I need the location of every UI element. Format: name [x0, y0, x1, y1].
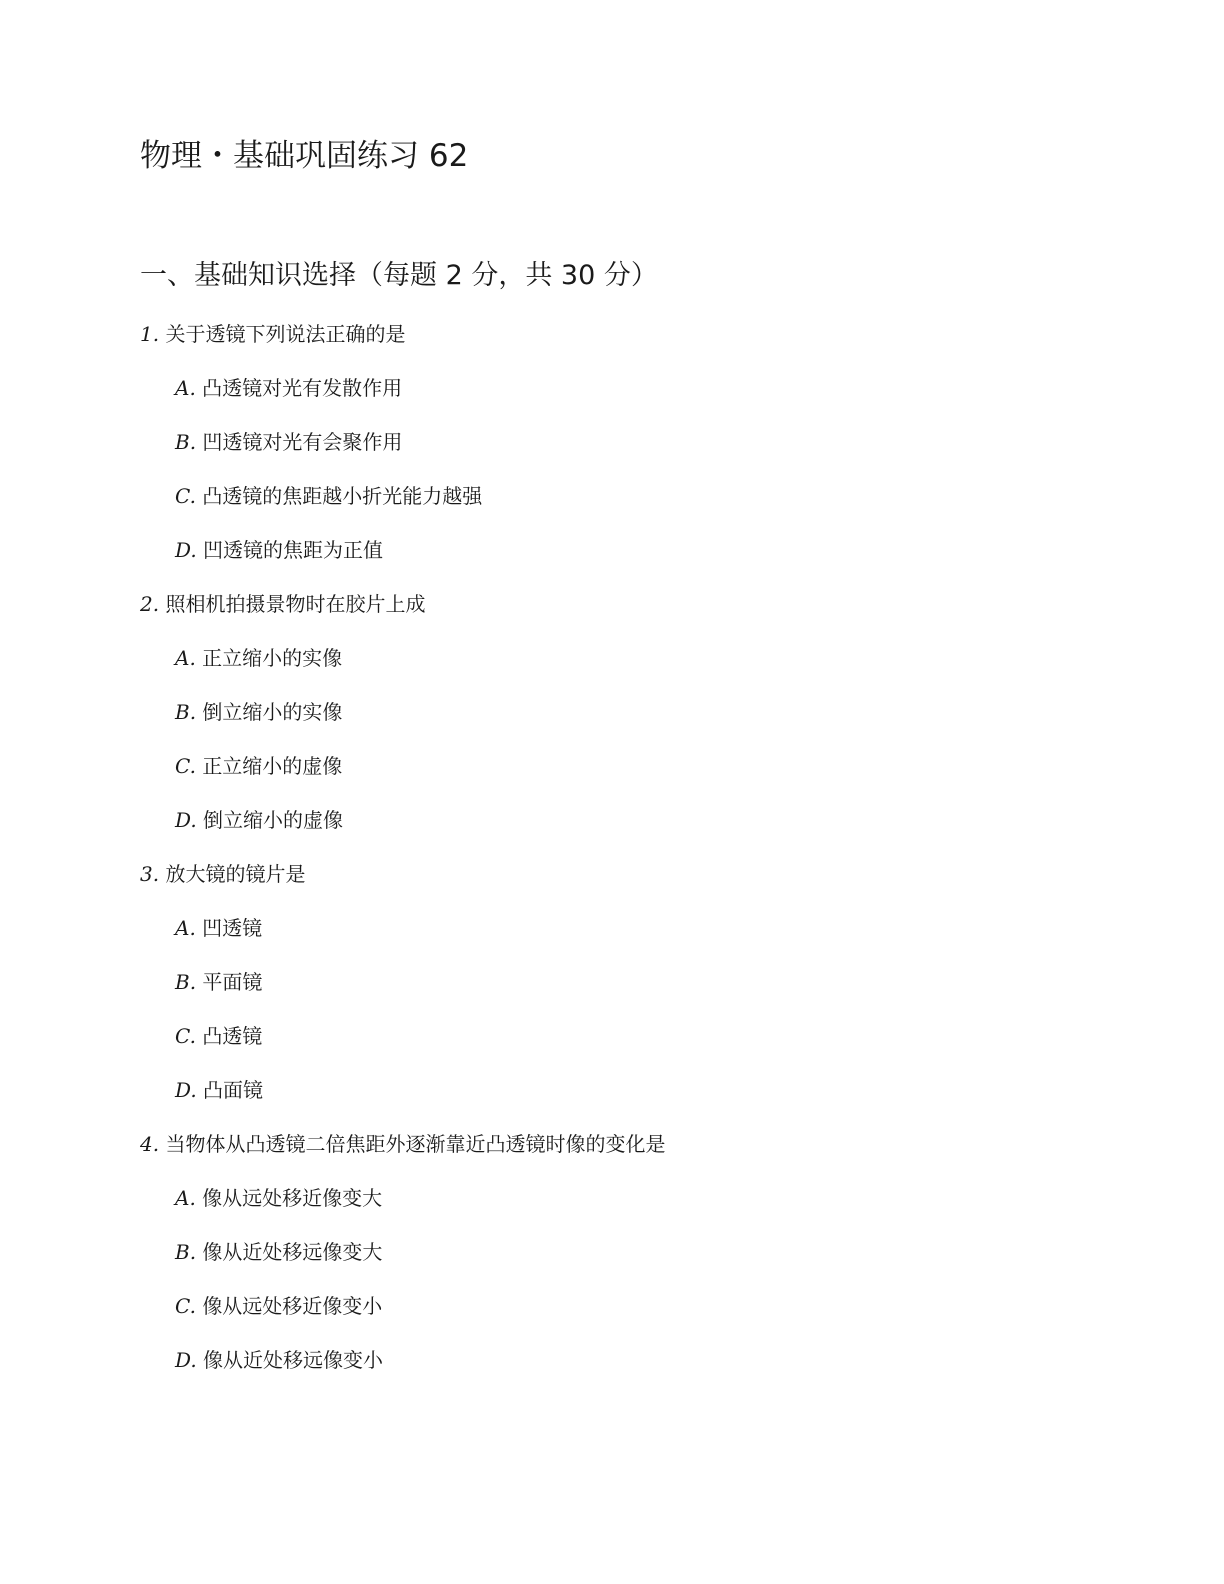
option-text: 倒立缩小的虚像 — [203, 808, 344, 832]
page-title: 物理・基础巩固练习 62 — [140, 138, 469, 174]
question-1 — [140, 314, 1140, 584]
option-text: 凹透镜对光有会聚作用 — [202, 430, 403, 454]
question-text: 关于透镜下列说法正确的是 — [165, 322, 406, 346]
option-d — [140, 1070, 1140, 1124]
option-text: 像从远处移近像变小 — [202, 1294, 383, 1318]
option-letter: B. — [175, 430, 197, 454]
option-a — [140, 1178, 1140, 1232]
option-text: 凸面镜 — [203, 1078, 264, 1102]
option-text: 像从近处移远像变大 — [202, 1240, 383, 1264]
option-b — [140, 962, 1140, 1016]
option-a — [140, 638, 1140, 692]
option-b — [140, 692, 1140, 746]
question-stem — [140, 584, 1140, 638]
question-stem — [140, 854, 1140, 908]
option-text: 凸透镜 — [202, 1024, 263, 1048]
option-text: 正立缩小的实像 — [202, 646, 343, 670]
question-number: 1. — [140, 322, 160, 346]
option-letter: C. — [175, 484, 196, 508]
option-text: 像从远处移近像变大 — [202, 1186, 383, 1210]
option-letter: A. — [175, 916, 196, 940]
option-text: 凹透镜的焦距为正值 — [203, 538, 384, 562]
option-d — [140, 800, 1140, 854]
option-a — [140, 368, 1140, 422]
option-text: 平面镜 — [202, 970, 263, 994]
option-letter: A. — [175, 376, 196, 400]
question-4 — [140, 1124, 1140, 1394]
option-letter: B. — [175, 1240, 197, 1264]
option-text: 正立缩小的虚像 — [202, 754, 343, 778]
option-text: 凸透镜对光有发散作用 — [202, 376, 403, 400]
option-c — [140, 1016, 1140, 1070]
option-c — [140, 476, 1140, 530]
option-b — [140, 422, 1140, 476]
option-letter: D. — [175, 1078, 197, 1102]
question-3 — [140, 854, 1140, 1124]
question-text: 照相机拍摄景物时在胶片上成 — [165, 592, 426, 616]
option-text: 倒立缩小的实像 — [202, 700, 343, 724]
question-2 — [140, 584, 1140, 854]
question-stem — [140, 314, 1140, 368]
option-letter: D. — [175, 1348, 197, 1372]
option-letter: A. — [175, 1186, 196, 1210]
option-a — [140, 908, 1140, 962]
question-text: 当物体从凸透镜二倍焦距外逐渐靠近凸透镜时像的变化是 — [165, 1132, 666, 1156]
option-letter: B. — [175, 700, 197, 724]
option-letter: B. — [175, 970, 197, 994]
question-number: 3. — [140, 862, 160, 886]
option-text: 像从近处移远像变小 — [203, 1348, 384, 1372]
option-b — [140, 1232, 1140, 1286]
option-text: 凸透镜的焦距越小折光能力越强 — [202, 484, 483, 508]
option-c — [140, 746, 1140, 800]
option-letter: D. — [175, 538, 197, 562]
option-letter: C. — [175, 754, 196, 778]
option-letter: C. — [175, 1024, 196, 1048]
option-c — [140, 1286, 1140, 1340]
question-number: 4. — [140, 1132, 160, 1156]
section-title: 一、基础知识选择（每题 2 分，共 30 分） — [140, 260, 658, 291]
question-text: 放大镜的镜片是 — [165, 862, 306, 886]
option-d — [140, 530, 1140, 584]
option-letter: A. — [175, 646, 196, 670]
question-list — [140, 314, 1140, 1394]
question-number: 2. — [140, 592, 160, 616]
option-letter: D. — [175, 808, 197, 832]
question-stem — [140, 1124, 1140, 1178]
option-text: 凹透镜 — [202, 916, 263, 940]
option-letter: C. — [175, 1294, 196, 1318]
option-d — [140, 1340, 1140, 1394]
